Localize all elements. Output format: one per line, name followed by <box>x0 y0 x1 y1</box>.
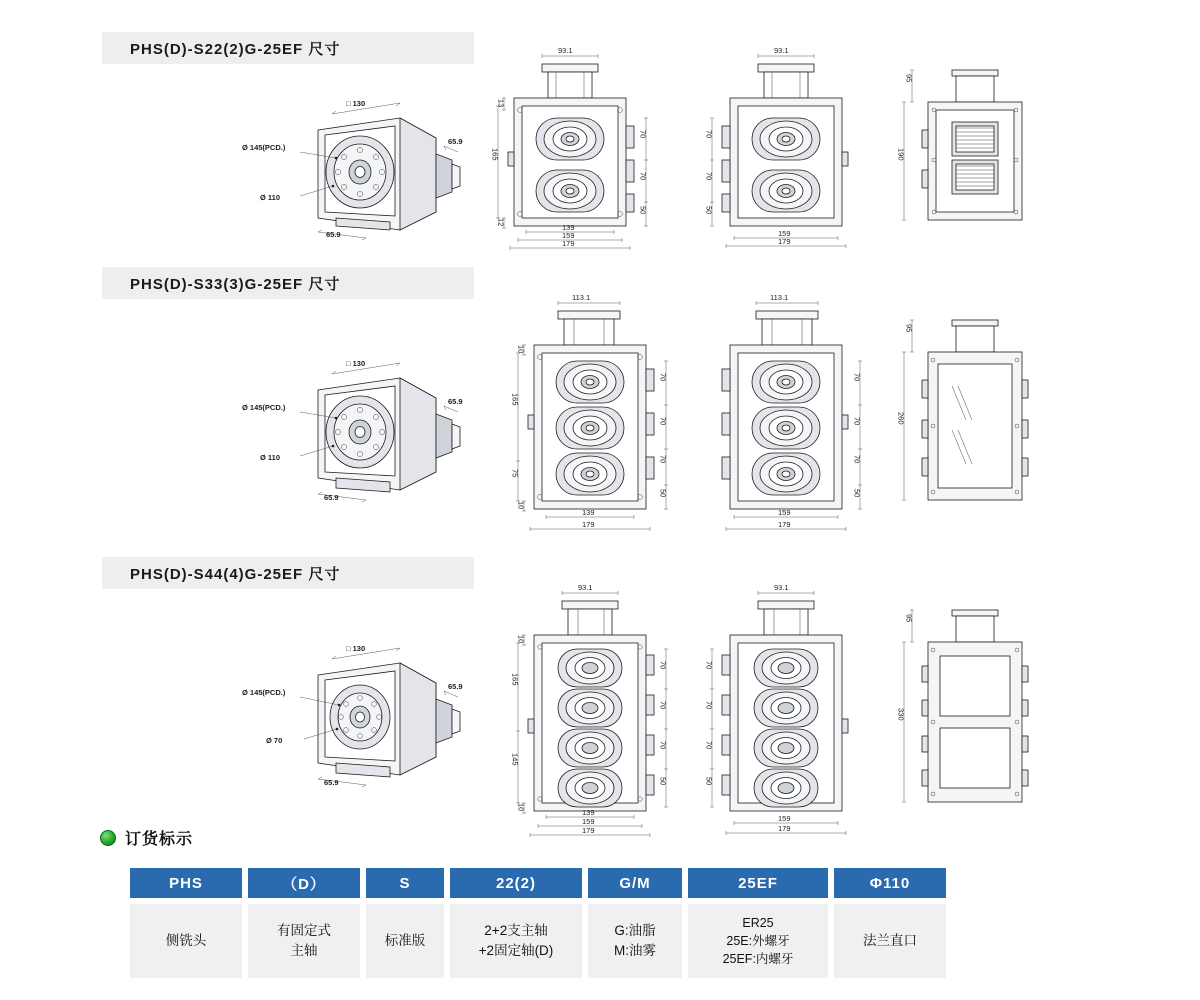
side-view-s22 <box>896 60 1050 240</box>
dim-depth: 65.9 <box>448 137 463 146</box>
order-code-cell: S <box>366 868 444 898</box>
front-view-s22 <box>480 48 660 248</box>
ordering-column <box>248 868 360 978</box>
dim-179: 179 <box>778 520 791 529</box>
dim-179: 179 <box>562 239 575 248</box>
order-desc-cell <box>834 904 946 978</box>
order-desc-cell <box>248 904 360 978</box>
drawing-s22-side <box>896 60 1050 240</box>
front-view-s33 <box>500 295 680 535</box>
order-desc-cell <box>130 904 242 978</box>
side-view-s33 <box>896 310 1050 520</box>
order-code-cell: （D） <box>248 868 360 898</box>
ordering-column <box>450 868 582 978</box>
side-view-s44 <box>896 600 1050 820</box>
dim-190: 190 <box>896 148 906 161</box>
dim-179: 179 <box>778 237 791 246</box>
dim-139: 139 <box>582 808 595 817</box>
drawing-s22-front <box>480 48 660 248</box>
dim-165: 165 <box>510 393 520 406</box>
dim-13: 13 <box>496 99 506 108</box>
dim-r70b: 70 <box>638 172 648 181</box>
dim-r70c: 70 <box>658 741 668 750</box>
order-desc-line: +2固定轴(D) <box>478 943 554 958</box>
dim-139: 139 <box>582 508 595 517</box>
dim-159: 159 <box>582 817 595 826</box>
dim-l50: 50 <box>704 206 714 215</box>
drawing-s44-side <box>896 600 1050 820</box>
order-code-cell: PHS <box>130 868 242 898</box>
order-desc-cell <box>588 904 682 978</box>
drawing-s22-rear <box>700 48 880 248</box>
drawing-s33-rear <box>700 295 880 535</box>
rear-view-s22 <box>700 48 880 248</box>
dim-top-width: 113.1 <box>770 293 789 302</box>
order-desc-cell <box>688 904 828 978</box>
dim-pcd: Ø 145(PCD.) <box>242 403 286 412</box>
drawing-s44-front <box>500 585 680 835</box>
section-title: PHS(D)-S33(3)G-25EF 尺寸 <box>130 275 341 293</box>
order-desc-cell <box>366 904 444 978</box>
drawing-s44-rear <box>700 585 880 835</box>
order-desc-line: G:油脂 <box>614 923 656 939</box>
dim-l70c: 70 <box>852 455 862 464</box>
bullet-icon <box>100 830 116 846</box>
dim-10a: 10 <box>516 635 526 644</box>
order-desc-line: ER25 <box>742 915 774 930</box>
order-desc-cell <box>450 904 582 978</box>
ordering-column <box>130 868 242 978</box>
dim-10b: 10 <box>516 803 526 812</box>
order-code-cell: 25EF <box>688 868 828 898</box>
drawing-s33-front <box>500 295 680 535</box>
dim-165: 165 <box>510 673 520 686</box>
order-desc-line: 法兰直口 <box>863 933 917 949</box>
ordering-table <box>130 868 946 978</box>
dim-r70b: 70 <box>658 417 668 426</box>
dim-bore: Ø 70 <box>266 736 283 745</box>
dim-side: 65.9 <box>324 493 339 502</box>
dim-179: 179 <box>778 824 791 833</box>
dim-top-width: 113.1 <box>572 293 591 302</box>
dim-square: □ 130 <box>346 99 366 108</box>
dim-pcd: Ø 145(PCD.) <box>242 688 286 697</box>
dim-depth: 65.9 <box>448 397 463 406</box>
dim-r70a: 70 <box>658 661 668 670</box>
dim-pcd: Ø 145(PCD.) <box>242 143 286 152</box>
dim-145: 145 <box>510 753 520 766</box>
dim-95: 95 <box>904 74 914 83</box>
order-code-cell: G/M <box>588 868 682 898</box>
ordering-title: 订货标示 <box>125 831 194 848</box>
drawing-s44-isometric <box>240 635 480 785</box>
dim-top-width: 93.1 <box>578 583 593 592</box>
order-desc-line: 主轴 <box>290 943 318 958</box>
order-desc-line: 25EF:内螺牙 <box>722 952 794 967</box>
dim-r70a: 70 <box>638 130 648 139</box>
dim-l70a: 70 <box>704 661 714 670</box>
dim-r50: 50 <box>658 489 668 498</box>
dim-r70c: 70 <box>658 455 668 464</box>
ordering-column <box>366 868 444 978</box>
drawing-s22-isometric <box>240 90 480 240</box>
order-desc-line: 有固定式 <box>277 923 331 939</box>
order-desc-line: 25E:外螺牙 <box>726 933 790 948</box>
ordering-header <box>100 826 193 849</box>
dim-159: 159 <box>778 229 791 238</box>
order-desc-line: M:油雾 <box>614 943 656 958</box>
section-header-s44 <box>102 557 474 589</box>
order-desc-line: 2+2支主轴 <box>484 923 548 939</box>
dim-r50: 50 <box>638 206 648 215</box>
order-desc-line: 标准版 <box>384 933 426 949</box>
dim-r70b: 70 <box>658 701 668 710</box>
dim-330: 330 <box>896 708 906 721</box>
dim-square: □ 130 <box>346 644 366 653</box>
rear-view-s44 <box>700 585 880 835</box>
dim-159: 159 <box>562 231 575 240</box>
dim-top-width: 93.1 <box>774 583 789 592</box>
dim-179: 179 <box>582 826 595 835</box>
dim-l70a: 70 <box>704 130 714 139</box>
dim-95: 95 <box>904 614 914 623</box>
dim-260: 260 <box>896 412 906 425</box>
dim-l50: 50 <box>852 489 862 498</box>
dim-top-width: 93.1 <box>558 46 573 55</box>
section-title: PHS(D)-S44(4)G-25EF 尺寸 <box>130 565 341 583</box>
rear-view-s33 <box>700 295 880 535</box>
drawing-s33-side <box>896 310 1050 520</box>
dim-bore: Ø 110 <box>260 453 281 462</box>
section-header-s22 <box>102 32 474 64</box>
dim-l70a: 70 <box>852 373 862 382</box>
dim-165: 165 <box>490 148 500 161</box>
dim-10a: 10 <box>516 345 526 354</box>
iso-view-s33 <box>240 350 480 500</box>
order-desc-line: 侧铣头 <box>165 933 207 949</box>
dim-l70b: 70 <box>852 417 862 426</box>
dim-r70a: 70 <box>658 373 668 382</box>
dim-depth: 65.9 <box>448 682 463 691</box>
ordering-column <box>834 868 946 978</box>
drawing-s33-isometric <box>240 350 480 500</box>
dim-139: 139 <box>562 223 575 232</box>
dim-side: 65.9 <box>326 230 341 239</box>
dim-12: 12 <box>496 218 506 227</box>
order-code-cell: Φ110 <box>834 868 946 898</box>
dim-r50: 50 <box>658 777 668 786</box>
dim-bore: Ø 110 <box>260 193 281 202</box>
dim-l70c: 70 <box>704 741 714 750</box>
dim-l70b: 70 <box>704 701 714 710</box>
dim-10b: 10 <box>516 501 526 510</box>
dim-square: □ 130 <box>346 359 366 368</box>
dim-159: 159 <box>778 508 791 517</box>
ordering-column <box>588 868 682 978</box>
iso-view-s44 <box>240 635 480 785</box>
dim-75: 75 <box>510 469 520 478</box>
dim-179: 179 <box>582 520 595 529</box>
dim-l70b: 70 <box>704 172 714 181</box>
dim-top-width: 93.1 <box>774 46 789 55</box>
section-title: PHS(D)-S22(2)G-25EF 尺寸 <box>130 40 341 58</box>
dim-95: 95 <box>904 324 914 333</box>
dim-159: 159 <box>778 814 791 823</box>
dim-l50: 50 <box>704 777 714 786</box>
iso-view-s22 <box>240 90 480 240</box>
dim-side: 65.9 <box>324 778 339 787</box>
order-code-cell: 22(2) <box>450 868 582 898</box>
section-header-s33 <box>102 267 474 299</box>
ordering-column <box>688 868 828 978</box>
front-view-s44 <box>500 585 680 835</box>
